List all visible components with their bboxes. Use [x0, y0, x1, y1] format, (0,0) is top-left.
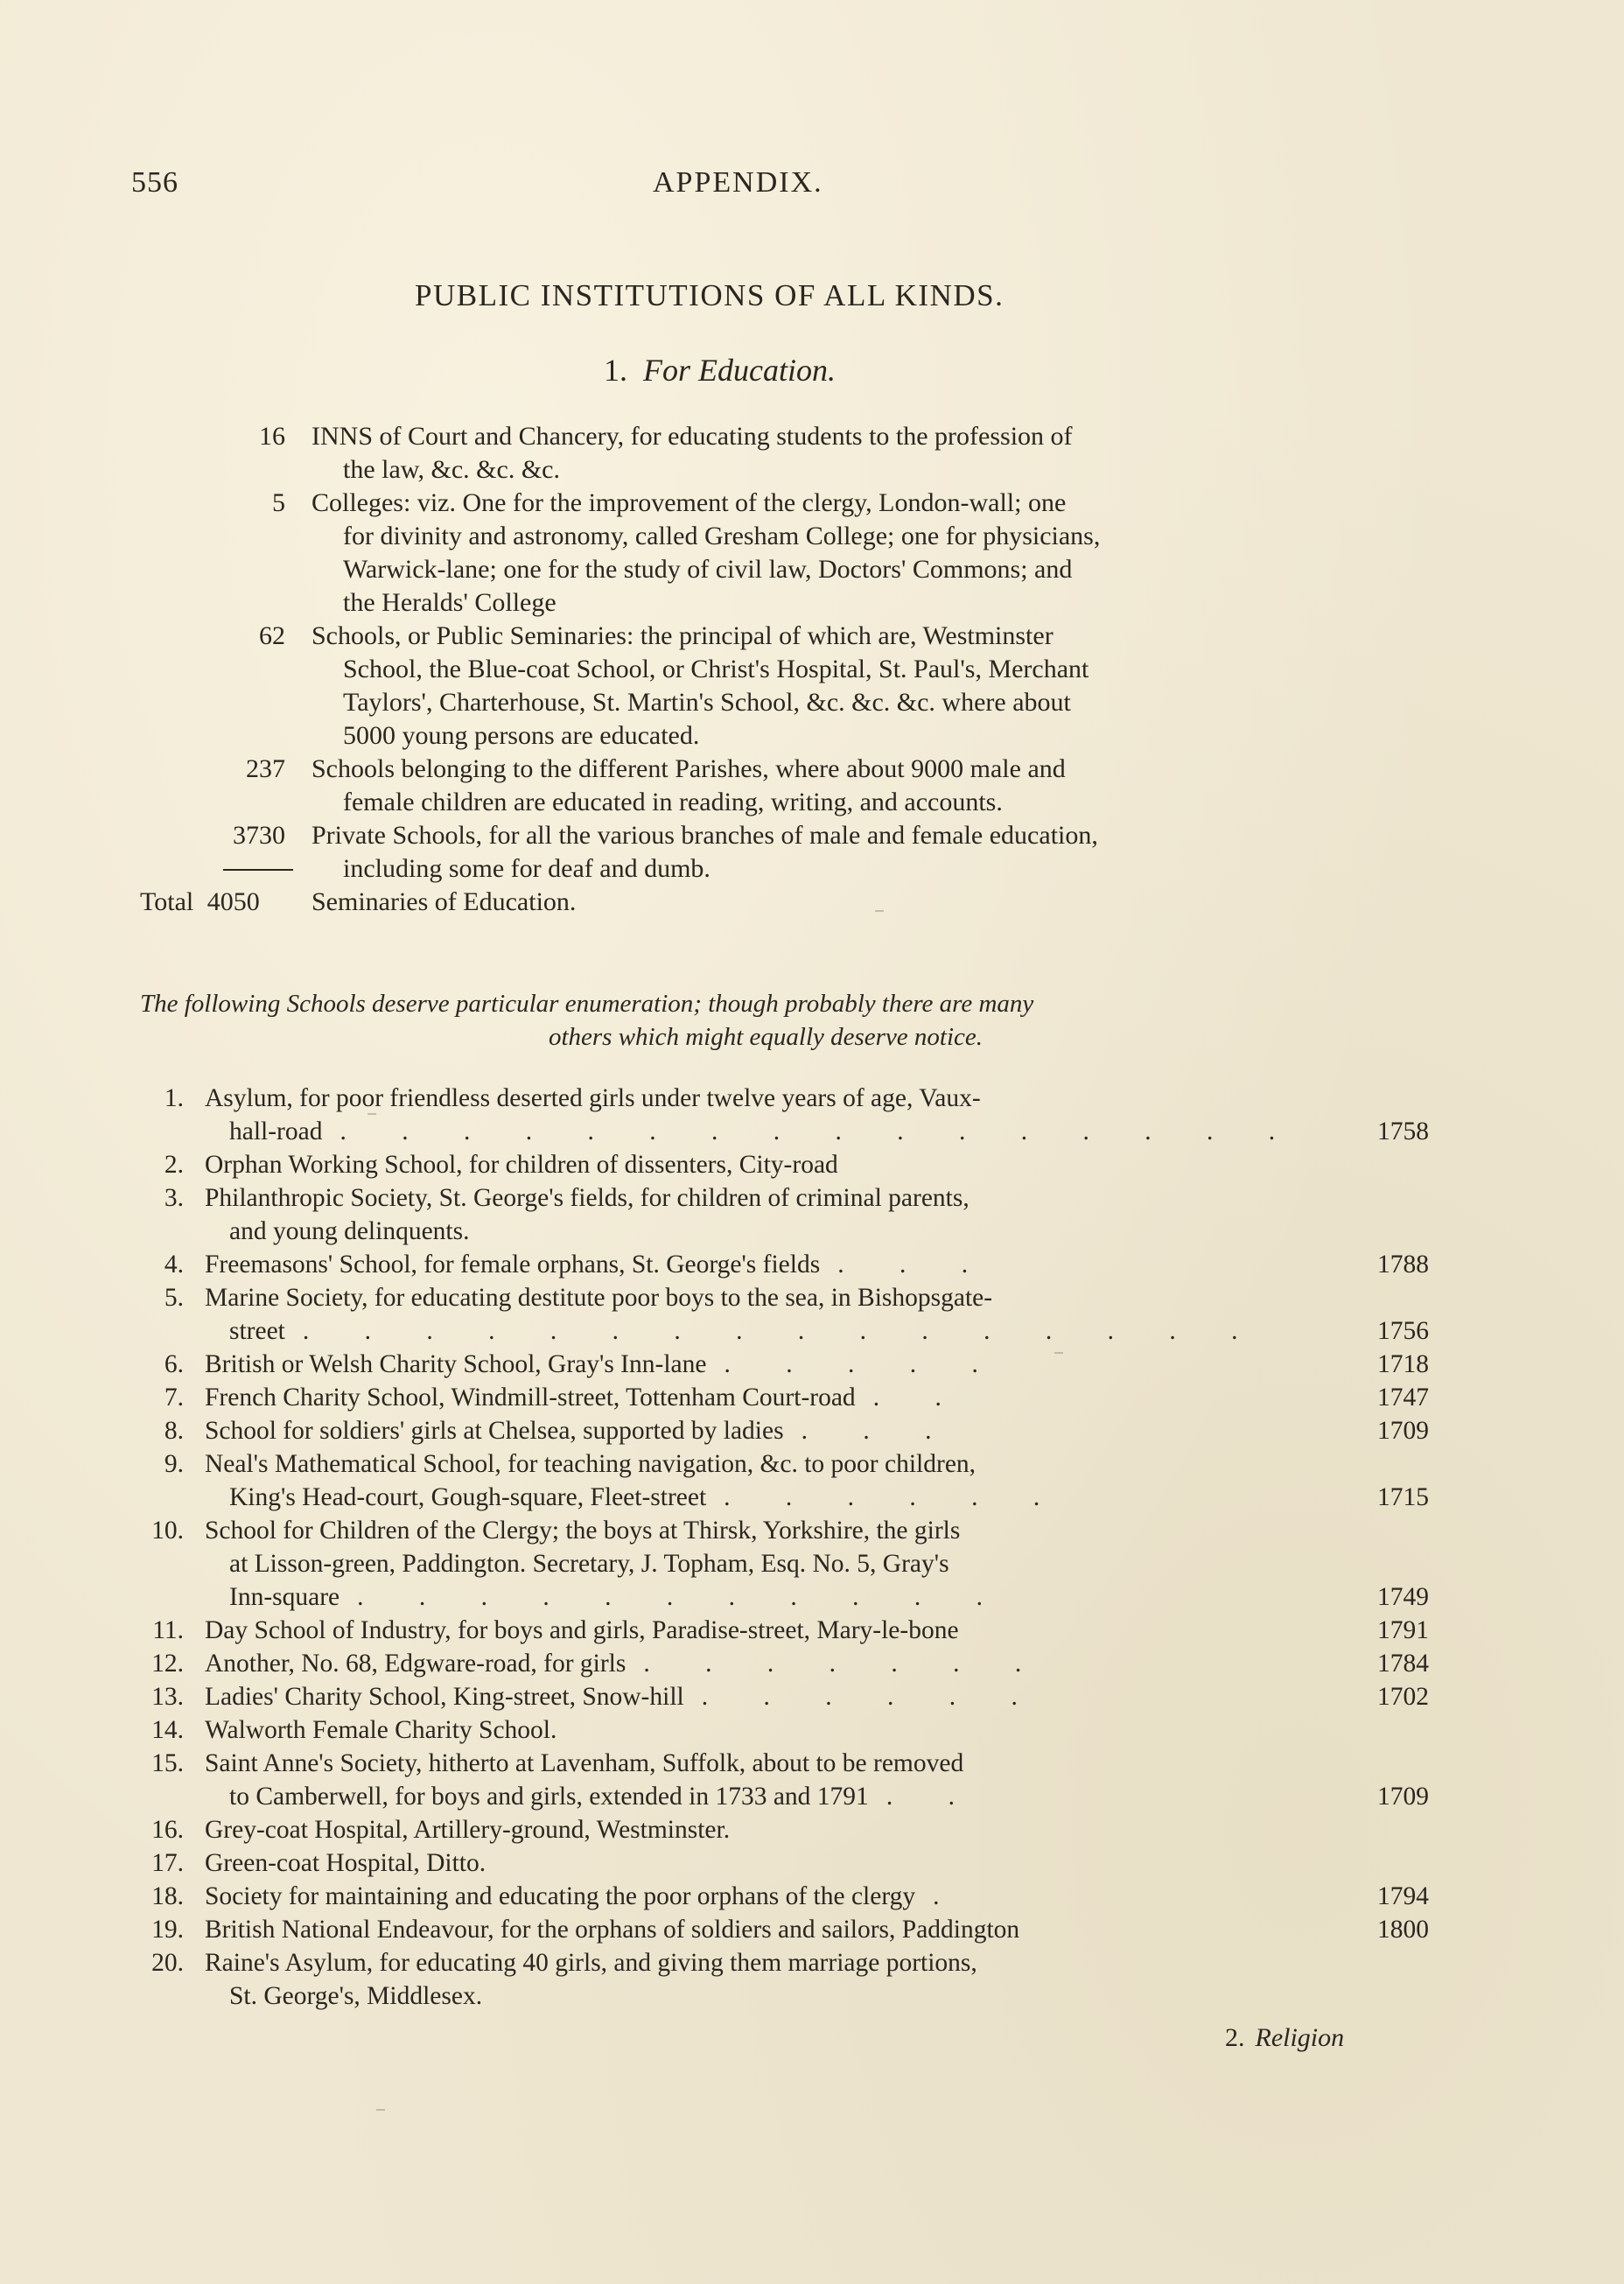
- paper-speck: [368, 1113, 376, 1115]
- school-entry: [140, 1281, 1429, 1348]
- school-line: [205, 1846, 1316, 1880]
- running-title: APPENDIX.: [653, 166, 823, 199]
- school-number: 12.: [151, 1650, 184, 1678]
- school-number: 8.: [164, 1417, 184, 1445]
- founding-year: 1788: [1377, 1251, 1429, 1279]
- school-line: [205, 1913, 1429, 1946]
- school-number: 13.: [151, 1683, 184, 1711]
- school-line: [205, 1447, 1316, 1481]
- school-line-text: British National Endeavour, for the orphans of soldiers and sailors, Paddington: [205, 1916, 1020, 1944]
- school-line-text: Walworth Female Charity School.: [205, 1716, 557, 1744]
- school-line: [205, 1580, 1429, 1614]
- dot-leader: . . . . . . . . . . . . . . . .: [302, 1317, 1263, 1345]
- school-line: [205, 1514, 1316, 1547]
- school-number: 4.: [164, 1251, 184, 1279]
- school-entry: [140, 1713, 1391, 1747]
- institution-line: including some for deaf and dumb.: [343, 854, 710, 883]
- school-line: [205, 1215, 1316, 1248]
- total-number: 4050: [206, 887, 260, 916]
- paper-speck: [1054, 1352, 1063, 1354]
- school-line-text: Ladies' Charity School, King-street, Snow-hill: [205, 1683, 684, 1711]
- school-entry: [140, 1381, 1429, 1414]
- school-line-text: King's Head-court, Gough-square, Fleet-street: [229, 1483, 707, 1511]
- school-line-text: British or Welsh Charity School, Gray's Inn-lane: [205, 1350, 707, 1378]
- school-entry: [140, 1414, 1429, 1447]
- founding-year: 1758: [1377, 1117, 1429, 1146]
- catchword-text: Religion: [1255, 2023, 1345, 2052]
- school-number: 9.: [164, 1450, 184, 1478]
- dot-leader: . . . . . .: [724, 1483, 1065, 1511]
- school-line: [205, 1979, 1316, 2013]
- school-line-text: Neal's Mathematical School, for teaching navigation, &c. to poor children,: [205, 1450, 976, 1478]
- school-line: [205, 1148, 1316, 1181]
- school-line: [205, 1813, 1316, 1846]
- school-line-text: Saint Anne's Society, hitherto at Lavenham, Suffolk, about to be removed: [205, 1749, 964, 1777]
- paper-speck: [875, 910, 884, 912]
- school-line: [205, 1348, 1429, 1381]
- school-line-text: Grey-coat Hospital, Artillery-ground, Westminster.: [205, 1816, 731, 1844]
- institution-count: 237: [246, 754, 285, 783]
- school-line-text: St. George's, Middlesex.: [229, 1982, 483, 2010]
- intro-line: The following Schools deserve particular enumeration; though probably there are many: [140, 990, 1034, 1018]
- school-number: 3.: [164, 1184, 184, 1212]
- dot-leader: . . . . . . . . . . . . . . . .: [340, 1117, 1300, 1146]
- institution-line: School, the Blue-coat School, or Christ's Hospital, St. Paul's, Merchant: [343, 655, 1089, 683]
- school-line: [205, 1747, 1316, 1780]
- school-number: 6.: [164, 1350, 184, 1378]
- institution-entry: [140, 487, 1391, 620]
- school-number: 14.: [151, 1716, 184, 1744]
- school-line: [205, 1414, 1429, 1447]
- founding-year: 1709: [1377, 1783, 1429, 1811]
- school-line-text: Philanthropic Society, St. George's fields, for children of criminal parents,: [205, 1184, 970, 1212]
- founding-year: 1749: [1377, 1583, 1429, 1611]
- school-line-text: Green-coat Hospital, Ditto.: [205, 1849, 486, 1877]
- total-row: [140, 886, 1391, 919]
- school-entry: [140, 1913, 1429, 1946]
- school-line: [205, 1481, 1429, 1514]
- school-number: 7.: [164, 1384, 184, 1412]
- school-line-text: to Camberwell, for boys and girls, extended in 1733 and 1791: [229, 1783, 869, 1811]
- dot-leader: . . . . . . .: [643, 1650, 1046, 1678]
- dot-leader: . . .: [837, 1251, 993, 1279]
- school-entry: [140, 1447, 1429, 1514]
- school-line: [205, 1614, 1429, 1647]
- catchword: [1225, 2023, 1344, 2053]
- school-entry: [140, 1148, 1391, 1181]
- school-number: 11.: [152, 1616, 184, 1644]
- institution-count: 16: [259, 422, 285, 451]
- section-title: PUBLIC INSTITUTIONS OF ALL KINDS.: [415, 278, 1004, 312]
- school-number: 15.: [151, 1749, 184, 1777]
- school-number: 5.: [164, 1284, 184, 1312]
- school-line: [205, 1946, 1316, 1979]
- institution-count: 3730: [233, 821, 285, 850]
- school-line-text: French Charity School, Windmill-street, Tottenham Court-road: [205, 1384, 856, 1412]
- institution-line: 5000 young persons are educated.: [343, 721, 700, 750]
- founding-year: 1715: [1377, 1483, 1429, 1511]
- school-line: [205, 1713, 1316, 1747]
- school-number: 17.: [151, 1849, 184, 1877]
- school-entry: [140, 1348, 1429, 1381]
- school-entry: [140, 1680, 1429, 1713]
- school-number: 16.: [151, 1816, 184, 1844]
- institution-count: 5: [272, 488, 285, 517]
- subsection-number: 1.: [604, 353, 627, 388]
- sum-rule: [223, 869, 293, 871]
- school-line: [205, 1115, 1429, 1148]
- founding-year: 1791: [1377, 1616, 1429, 1644]
- school-line-text: Inn-square: [229, 1583, 340, 1611]
- school-number: 18.: [151, 1882, 184, 1910]
- school-entry: [140, 1248, 1429, 1281]
- intro-line: others which might equally deserve notice.: [548, 1023, 984, 1051]
- founding-year: 1709: [1377, 1417, 1429, 1445]
- total-text: Seminaries of Education.: [312, 887, 577, 916]
- school-line-text: School for soldiers' girls at Chelsea, supported by ladies: [205, 1417, 784, 1445]
- dot-leader: .: [933, 1882, 964, 1910]
- total-count: [140, 886, 260, 919]
- intro-paragraph: [140, 987, 1391, 1054]
- school-entry: [140, 1514, 1429, 1614]
- school-line-text: Marine Society, for educating destitute poor boys to the sea, in Bishopsgate-: [205, 1284, 993, 1312]
- institution-line: Taylors', Charterhouse, St. Martin's School, &c. &c. &c. where about: [343, 688, 1071, 717]
- school-number: 20.: [151, 1949, 184, 1977]
- founding-year: 1747: [1377, 1384, 1429, 1412]
- institution-line: INNS of Court and Chancery, for educating students to the profession of: [312, 422, 1073, 451]
- school-line-text: Asylum, for poor friendless deserted girls under twelve years of age, Vaux-: [205, 1084, 981, 1112]
- catchword-number: 2.: [1225, 2023, 1245, 2052]
- founding-year: 1800: [1377, 1916, 1429, 1944]
- founding-year: 1794: [1377, 1882, 1429, 1910]
- institution-line: Warwick-lane; one for the study of civil law, Doctors' Commons; and: [343, 555, 1073, 584]
- institution-entry: [140, 753, 1391, 819]
- school-entry: [140, 1846, 1391, 1880]
- dot-leader: . . . . . .: [701, 1683, 1042, 1711]
- institution-line: the Heralds' College: [343, 588, 556, 617]
- school-entry: [140, 1647, 1429, 1680]
- school-line: [205, 1314, 1429, 1348]
- school-line-text: Raine's Asylum, for educating 40 girls, and giving them marriage portions,: [205, 1949, 977, 1977]
- institution-line: Colleges: viz. One for the improvement of the clergy, London-wall; one: [312, 488, 1067, 517]
- institution-entry: [140, 420, 1391, 487]
- founding-year: 1756: [1377, 1317, 1429, 1345]
- school-line: [205, 1248, 1429, 1281]
- founding-year: 1784: [1377, 1650, 1429, 1678]
- school-line: [205, 1880, 1429, 1913]
- school-line-text: and young delinquents.: [229, 1217, 470, 1245]
- institution-count: 62: [259, 621, 285, 650]
- dot-leader: . . .: [801, 1417, 956, 1445]
- institution-entry: [140, 620, 1391, 753]
- school-entry: [140, 1181, 1391, 1248]
- institution-line: Private Schools, for all the various branches of male and female education,: [312, 821, 1098, 850]
- school-line-text: Day School of Industry, for boys and girls, Paradise-street, Mary-le-bone: [205, 1616, 959, 1644]
- founding-year: 1718: [1377, 1350, 1429, 1378]
- school-line: [205, 1780, 1429, 1813]
- school-line: [205, 1181, 1316, 1215]
- school-number: 19.: [151, 1916, 184, 1944]
- school-entry: [140, 1747, 1429, 1813]
- school-entry: [140, 1813, 1391, 1846]
- total-label: Total: [140, 887, 194, 916]
- founding-year: 1702: [1377, 1683, 1429, 1711]
- school-line-text: Orphan Working School, for children of dissenters, City-road: [205, 1151, 838, 1179]
- sum-rule-row: [140, 853, 315, 886]
- school-line: [205, 1381, 1429, 1414]
- dot-leader: . .: [872, 1384, 966, 1412]
- institution-line: Schools, or Public Seminaries: the principal of which are, Westminster: [312, 621, 1054, 650]
- institution-line: for divinity and astronomy, called Gresham College; one for physicians,: [343, 522, 1101, 550]
- school-line-text: Another, No. 68, Edgware-road, for girls: [205, 1650, 626, 1678]
- schools-list: [140, 1082, 1429, 2013]
- institutions-list: [140, 420, 1391, 919]
- school-entry: [140, 1880, 1429, 1913]
- subsection-title: For Education.: [643, 353, 836, 388]
- institution-entry: [140, 819, 1391, 886]
- school-line: [205, 1082, 1316, 1115]
- school-entry: [140, 1614, 1429, 1647]
- paper-speck: [376, 2109, 385, 2111]
- school-line-text: School for Children of the Clergy; the boys at Thirsk, Yorkshire, the girls: [205, 1517, 961, 1545]
- institution-line: the law, &c. &c. &c.: [343, 455, 560, 484]
- subsection-heading: [604, 352, 836, 389]
- school-line: [205, 1281, 1316, 1314]
- school-line: [205, 1680, 1429, 1713]
- school-line-text: at Lisson-green, Paddington. Secretary, J. Topham, Esq. No. 5, Gray's: [229, 1550, 949, 1578]
- school-entry: [140, 1946, 1391, 2013]
- school-entry: [140, 1082, 1429, 1148]
- school-line-text: hall-road: [229, 1117, 323, 1146]
- school-number: 1.: [164, 1084, 184, 1112]
- school-line-text: street: [229, 1317, 285, 1345]
- institution-line: female children are educated in reading, writing, and accounts.: [343, 788, 1003, 816]
- dot-leader: . . . . . . . . . . .: [357, 1583, 1008, 1611]
- school-number: 2.: [164, 1151, 184, 1179]
- institution-line: Schools belonging to the different Parishes, where about 9000 male and: [312, 754, 1066, 783]
- school-number: 10.: [151, 1517, 184, 1545]
- school-line-text: Freemasons' School, for female orphans, St. George's fields: [205, 1251, 821, 1279]
- school-line: [205, 1647, 1429, 1680]
- dot-leader: . .: [886, 1783, 979, 1811]
- school-line-text: Society for maintaining and educating the poor orphans of the clergy: [205, 1882, 916, 1910]
- dot-leader: . . . . .: [724, 1350, 1003, 1378]
- school-line: [205, 1547, 1316, 1580]
- page-number: 556: [131, 166, 178, 199]
